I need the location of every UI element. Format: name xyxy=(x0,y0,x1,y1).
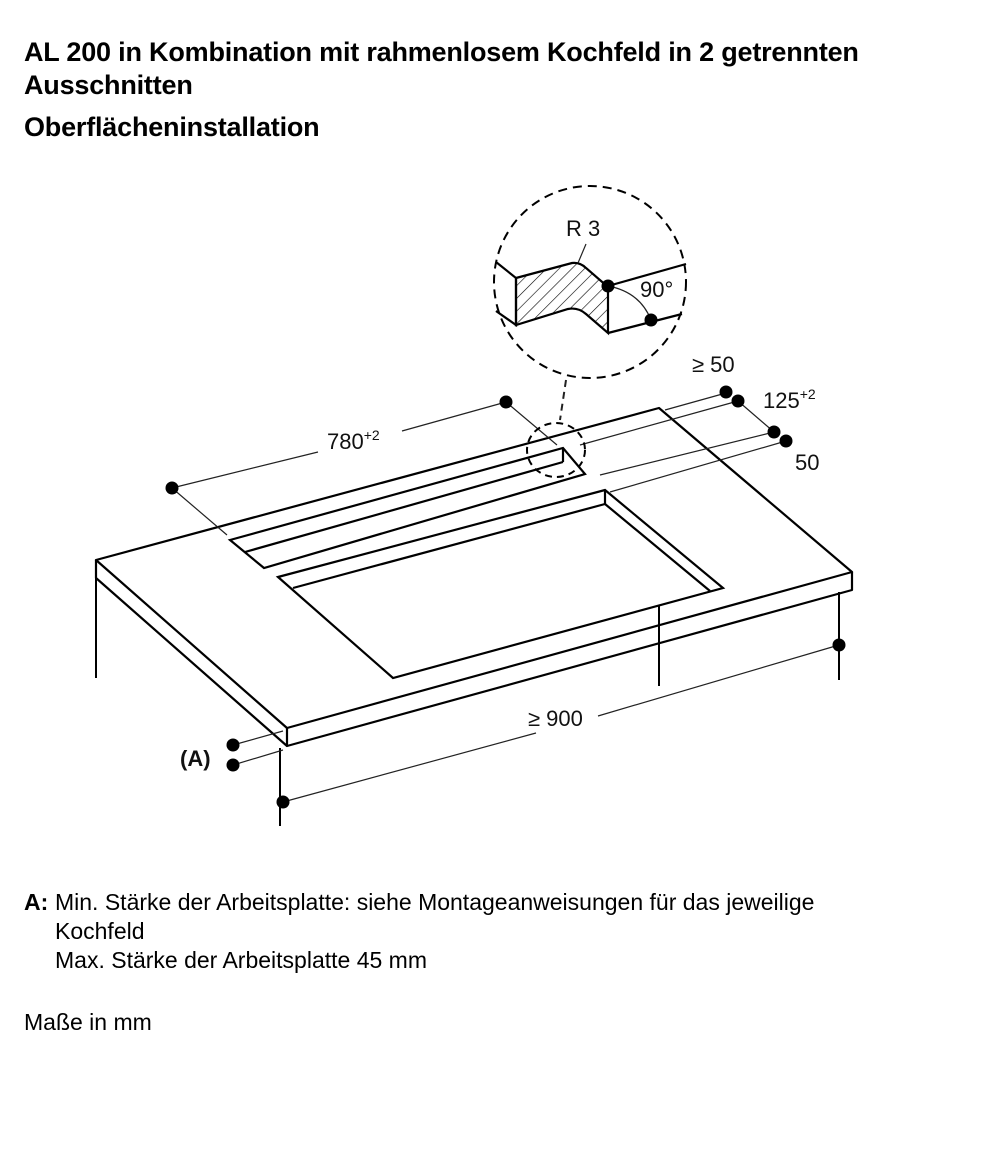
units-note: Maße in mm xyxy=(24,1009,152,1035)
thickness-marker-label: (A) xyxy=(180,746,211,771)
dimension-780-label xyxy=(327,427,380,454)
dimension-50-label: 50 xyxy=(795,450,820,475)
radius-label: R 3 xyxy=(566,216,601,241)
dimension-125-value: 125 xyxy=(763,388,800,413)
dimension-125-tolerance: +2 xyxy=(799,386,816,402)
angle-label: 90° xyxy=(640,277,674,302)
dimension-900-label: ≥ 900 xyxy=(528,706,583,731)
legend-key: A: xyxy=(24,889,49,915)
legend-line-3: Max. Stärke der Arbeitsplatte 45 mm xyxy=(55,947,427,973)
page-subtitle: Oberflächeninstallation xyxy=(24,112,320,142)
dimension-125-label xyxy=(763,386,816,413)
legend xyxy=(24,888,814,975)
legend-line-1: Min. Stärke der Arbeitsplatte: siehe Montageanweisungen für das jeweilige xyxy=(55,889,815,915)
dimension-rear-label: ≥ 50 xyxy=(692,352,735,377)
legend-line-2: Kochfeld xyxy=(55,918,145,944)
dimension-780-value: 780 xyxy=(327,429,364,454)
dimension-780-tolerance: +2 xyxy=(363,427,380,443)
page-title: AL 200 in Kombination mit rahmenlosem Kochfeld in 2 getrennten Ausschnitten xyxy=(24,37,859,100)
